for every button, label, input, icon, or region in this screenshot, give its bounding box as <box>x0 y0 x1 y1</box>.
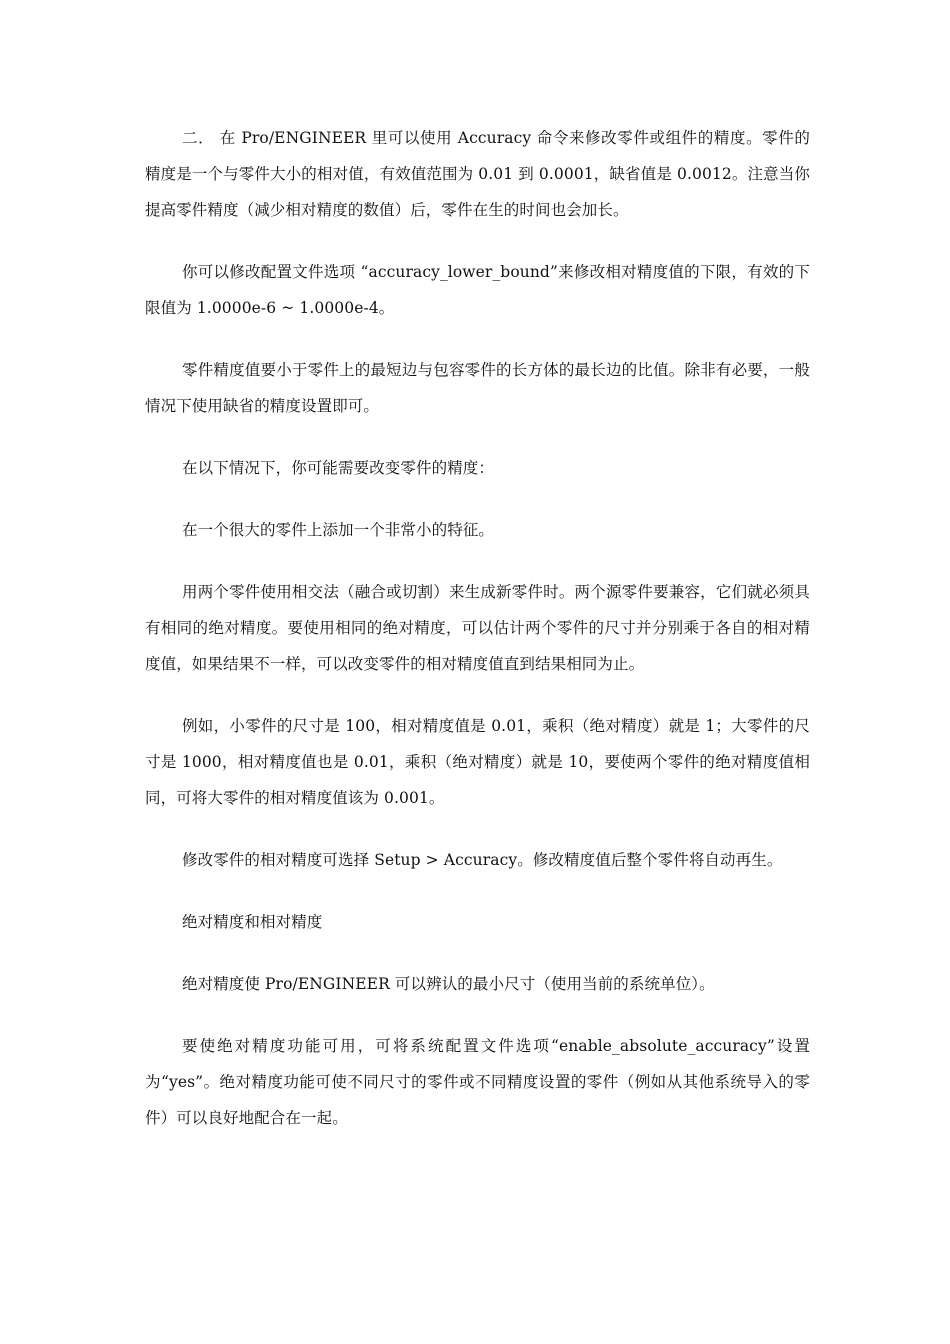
paragraph-accuracy-intro: 二． 在 Pro/ENGINEER 里可以使用 Accuracy 命令来修改零件或组件的精度。零件的精度是一个与零件大小的相对值，有效值范围为 0.01 到 0.0001，缺省值是 0.0012。注意当你提高零件精度（减少相对精度的数值）后，零件在生的时间也会加长。 <box>145 129 810 219</box>
paragraph-example: 例如，小零件的尺寸是 100，相对精度值是 0.01，乘积（绝对精度）就是 1；大零件的尺寸是 1000，相对精度值也是 0.01，乘积（绝对精度）就是 10，要使两个零件的绝对精度值相同，可将大零件的相对精度值该为 0.001。 <box>145 717 810 807</box>
paragraph-setup-accuracy: 修改零件的相对精度可选择 Setup > Accuracy。修改精度值后整个零件将自动再生。 <box>182 851 783 869</box>
paragraph-ratio-rule: 零件精度值要小于零件上的最短边与包容零件的长方体的最长边的比值。除非有必要，一般情况下使用缺省的精度设置即可。 <box>145 361 810 415</box>
paragraph-enable-absolute: 要使绝对精度功能可用，可将系统配置文件选项“enable_absolute_accuracy”设置为“yes”。绝对精度功能可使不同尺寸的零件或不同精度设置的零件（例如从其他系统导入的零件）可以良好地配合在一起。 <box>145 1037 810 1127</box>
paragraph-case-small-feature: 在一个很大的零件上添加一个非常小的特征。 <box>182 521 495 539</box>
paragraph-lower-bound: 你可以修改配置文件选项 “accuracy_lower_bound”来修改相对精度值的下限，有效的下限值为 1.0000e-6 ~ 1.0000e-4。 <box>145 263 810 317</box>
section-heading-absolute-relative: 绝对精度和相对精度 <box>182 913 323 931</box>
paragraph-absolute-definition: 绝对精度使 Pro/ENGINEER 可以辨认的最小尺寸（使用当前的系统单位）。 <box>182 975 715 993</box>
document-body <box>145 120 810 1162</box>
paragraph-cases-intro: 在以下情况下，你可能需要改变零件的精度： <box>182 459 495 477</box>
paragraph-case-intersection: 用两个零件使用相交法（融合或切割）来生成新零件时。两个源零件要兼容，它们就必须具有相同的绝对精度。要使用相同的绝对精度，可以估计两个零件的尺寸并分别乘于各自的相对精度值，如果结果不一样，可以改变零件的相对精度值直到结果相同为止。 <box>145 583 810 673</box>
